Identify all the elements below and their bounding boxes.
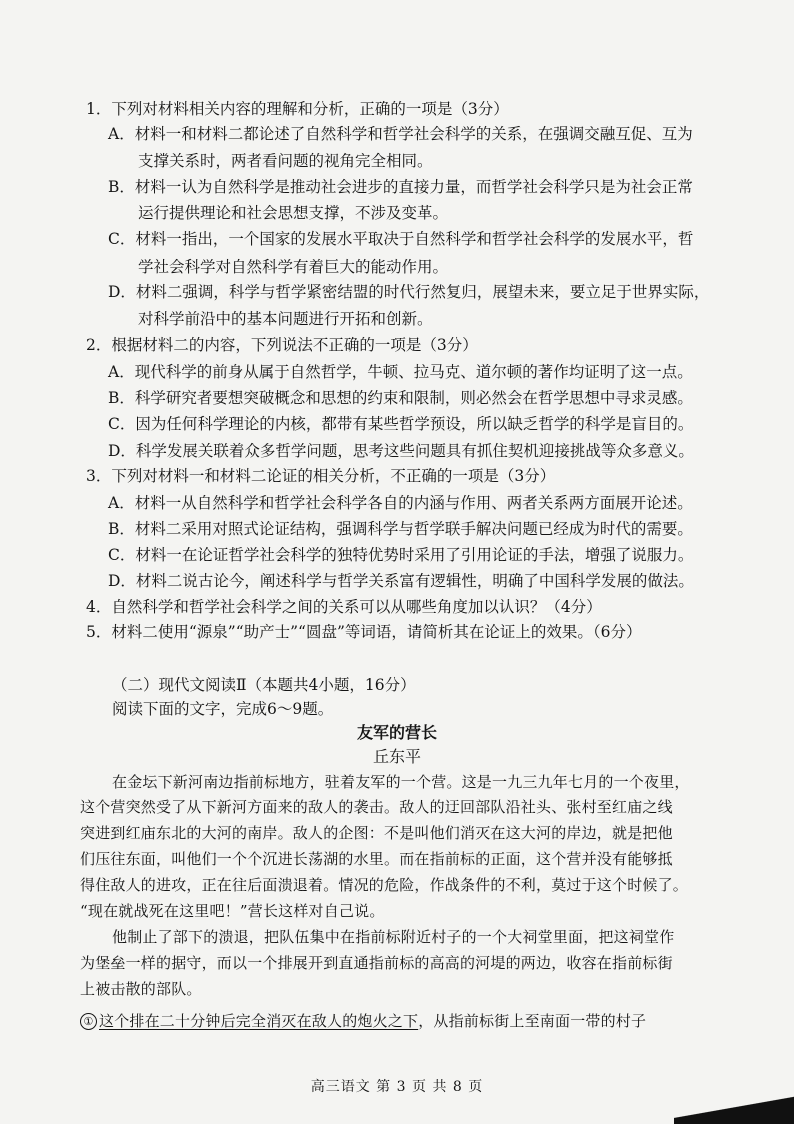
q1-option-c-line1: C．材料一指出，一个国家的发展水平取决于自然科学和哲学社会科学的发展水平，哲 [108,230,694,248]
passage-last-line [80,1010,646,1032]
q2-option-b: B．科学研究者要想突破概念和思想的约束和限制，则必然会在哲学思想中寻求灵感。 [108,389,693,407]
q1-option-b-line2: 运行提供理论和社会思想支撑，不涉及变革。 [138,204,449,222]
q2-stem: 2．根据材料二的内容，下列说法不正确的一项是（3分） [86,336,478,354]
q3-option-c: C．材料一在论证哲学社会科学的独特优势时采用了引用论证的手法，增强了说服力。 [108,546,694,564]
passage-line: 突进到红庙东北的大河的南岸。敌人的企图：不是叫他们消灭在这大河的岸边，就是把他 [80,824,673,842]
scan-edge-shadow [674,1084,794,1124]
passage-line: 为堡垒一样的据守，而以一个排展开到直通指前标的高高的河堤的两边，收容在指前标街 [80,954,673,972]
q2-option-c: C．因为任何科学理论的内核，都带有某些哲学预设，所以缺乏哲学的科学是盲目的。 [108,415,694,433]
passage-line: 他制止了部下的溃退，把队伍集中在指前标附近村子的一个大祠堂里面，把这祠堂作 [112,928,675,946]
q3-option-b: B．材料二采用对照式论证结构，强调科学与哲学联手解决问题已经成为时代的需要。 [108,520,693,538]
sentence-marker: ① [80,1013,97,1030]
q2-option-d: D．科学发展关联着众多哲学问题，思考这些问题具有抓住契机迎接挑战等众多意义。 [108,442,694,460]
passage-author: 丘东平 [372,747,421,766]
passage-line: 得住敌人的进攻，正在往后面溃退着。情况的危险，作战条件的不利，莫过于这个时候了。 [80,876,689,894]
underlined-sentence: 这个排在二十分钟后完全消灭在敌人的炮火之下 [99,1012,419,1030]
q1-option-c-line2: 学社会科学对自然科学有着巨大的能动作用。 [138,258,449,276]
q1-option-d-line2: 对科学前沿中的基本问题进行开拓和创新。 [138,310,433,328]
q3-stem: 3．下列对材料一和材料二论证的相关分析，不正确的一项是（3分） [86,467,556,485]
passage-line: “现在就战死在这里吧！”营长这样对自己说。 [80,902,385,920]
passage-line: 在金坛下新河南边指前标地方，驻着友军的一个营。这是一九三九年七月的一个夜里， [112,773,690,791]
passage-line: 这个营突然受了从下新河方面来的敌人的袭击。敌人的迂回部队沿社头、张村至红庙之线 [80,798,673,816]
passage-line: 们压往东面，叫他们一个个沉进长荡湖的水里。而在指前标的正面，这个营并没有能够抵 [80,850,673,868]
q1-option-d-line1: D．材料二强调，科学与哲学紧密结盟的时代行然复归，展望未来，要立足于世界实际， [108,283,710,301]
passage-line: 上被击散的部队。 [80,980,202,998]
q1-option-a-line1: A．材料一和材料二都论述了自然科学和哲学社会科学的关系，在强调交融互促、互为 [108,125,693,143]
q3-option-a: A．材料一从自然科学和哲学社会科学各自的内涵与作用、两者关系两方面展开论述。 [108,494,693,512]
q1-option-a-line2: 支撑关系时，两者看问题的视角完全相同。 [138,152,433,170]
passage-line-rest: ，从指前标街上至南面一带的村子 [418,1012,647,1030]
page-footer: 高三语文 第 3 页 共 8 页 [310,1079,484,1095]
section-instruction: 阅读下面的文字，完成6～9题。 [112,700,334,718]
q5-stem: 5．材料二使用“源泉”“助产士”“圆盘”等词语，请简析其在论证上的效果。（6分） [86,623,642,641]
q3-option-d: D．材料二说古论今，阐述科学与哲学关系富有逻辑性，明确了中国科学发展的做法。 [108,572,694,590]
passage-title: 友军的营长 [356,723,437,742]
q2-option-a: A．现代科学的前身从属于自然哲学，牛顿、拉马克、道尔顿的著作均证明了这一点。 [108,363,693,381]
q1-option-b-line1: B．材料一认为自然科学是推动社会进步的直接力量，而哲学社会科学只是为社会正常 [108,178,693,196]
q1-stem: 1．下列对材料相关内容的理解和分析，正确的一项是（3分） [86,100,509,118]
section-heading: （二）现代文阅读Ⅱ（本题共4小题，16分） [112,676,416,694]
q4-stem: 4．自然科学和哲学社会科学之间的关系可以从哪些角度加以认识？（4分） [86,598,602,616]
